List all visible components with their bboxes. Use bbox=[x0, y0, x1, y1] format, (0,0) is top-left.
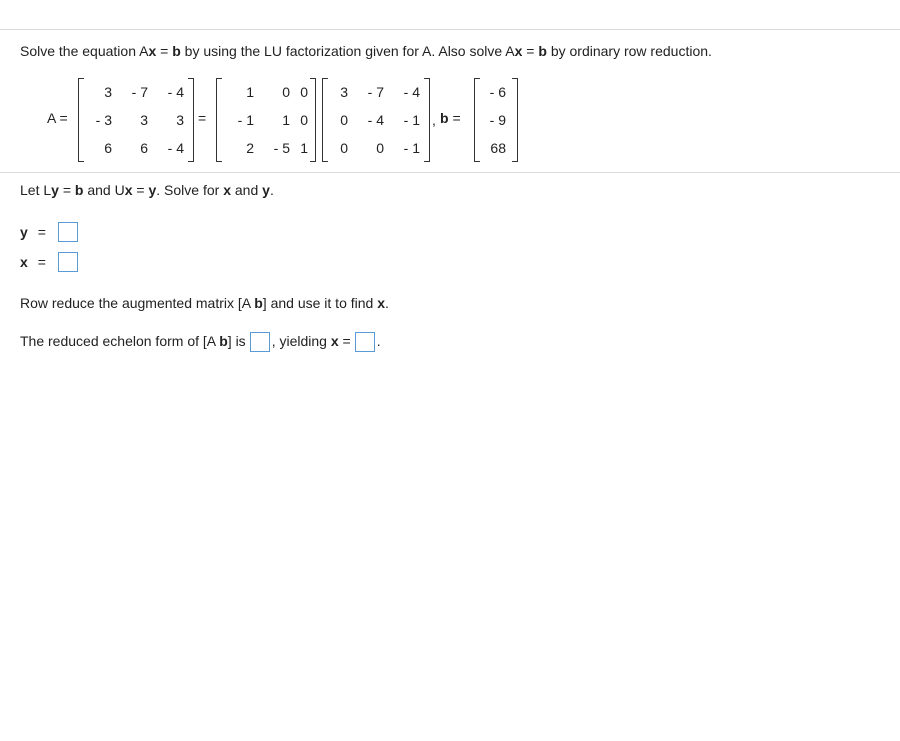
matrix-cell: 0 bbox=[340, 112, 348, 128]
y-answer-row bbox=[20, 222, 46, 242]
matrix-cell: 0 bbox=[340, 140, 348, 156]
matrix-cell: - 4 bbox=[403, 84, 420, 100]
matrix-cell: 1 bbox=[246, 84, 254, 100]
reduced-echelon-answer-box[interactable] bbox=[250, 332, 270, 352]
matrix-cell: 3 bbox=[176, 112, 184, 128]
matrix-cell: - 7 bbox=[367, 84, 384, 100]
vector-cell: 68 bbox=[490, 140, 506, 156]
reduced-echelon-line: The reduced echelon form of [A b] is , yielding x = . bbox=[20, 331, 381, 352]
instruction-line: Let Ly = b and Ux = y. Solve for x and y. bbox=[20, 182, 274, 198]
matrix-cell: - 4 bbox=[167, 84, 184, 100]
comma: , bbox=[432, 112, 436, 128]
top-divider bbox=[0, 29, 900, 30]
matrix-U bbox=[322, 78, 430, 162]
matrix-cell: 0 bbox=[300, 84, 308, 100]
matrix-cell: - 5 bbox=[273, 140, 290, 156]
matrix-cell: 3 bbox=[140, 112, 148, 128]
problem-statement: Solve the equation Ax = b by using the LU factorization given for A. Also solve Ax = b by ordinary row reduction. bbox=[20, 43, 712, 59]
x-answer-row bbox=[20, 252, 46, 272]
matrix-cell: 2 bbox=[246, 140, 254, 156]
matrix-cell: - 4 bbox=[367, 112, 384, 128]
matrix-cell: 0 bbox=[376, 140, 384, 156]
vector-b-label: b = bbox=[440, 110, 461, 126]
matrix-cell: 1 bbox=[300, 140, 308, 156]
matrix-cell: - 3 bbox=[95, 112, 112, 128]
x-label: x bbox=[20, 254, 28, 270]
matrix-L bbox=[216, 78, 316, 162]
matrix-cell: 3 bbox=[104, 84, 112, 100]
y-label: y bbox=[20, 224, 28, 240]
section-divider bbox=[0, 172, 900, 173]
vector-cell: - 9 bbox=[489, 112, 506, 128]
matrix-cell: - 1 bbox=[403, 112, 420, 128]
vector-b bbox=[474, 78, 518, 162]
matrix-cell: 6 bbox=[140, 140, 148, 156]
matrix-cell: 6 bbox=[104, 140, 112, 156]
matrix-cell: 0 bbox=[282, 84, 290, 100]
x-answer-box[interactable] bbox=[58, 252, 78, 272]
matrix-A bbox=[78, 78, 194, 162]
row-reduce-instruction: Row reduce the augmented matrix [A b] and use it to find x. bbox=[20, 295, 389, 311]
y-equals: = bbox=[37, 224, 46, 240]
matrix-cell: - 7 bbox=[131, 84, 148, 100]
matrix-cell: - 1 bbox=[237, 112, 254, 128]
y-answer-box[interactable] bbox=[58, 222, 78, 242]
matrix-A-label: A = bbox=[47, 110, 68, 126]
matrix-cell: 1 bbox=[282, 112, 290, 128]
x-solution-answer-box[interactable] bbox=[355, 332, 375, 352]
matrix-cell: - 4 bbox=[167, 140, 184, 156]
x-equals: = bbox=[37, 254, 46, 270]
vector-cell: - 6 bbox=[489, 84, 506, 100]
equals-sign: = bbox=[198, 110, 207, 126]
matrix-cell: 3 bbox=[340, 84, 348, 100]
matrix-cell: 0 bbox=[300, 112, 308, 128]
matrix-cell: - 1 bbox=[403, 140, 420, 156]
